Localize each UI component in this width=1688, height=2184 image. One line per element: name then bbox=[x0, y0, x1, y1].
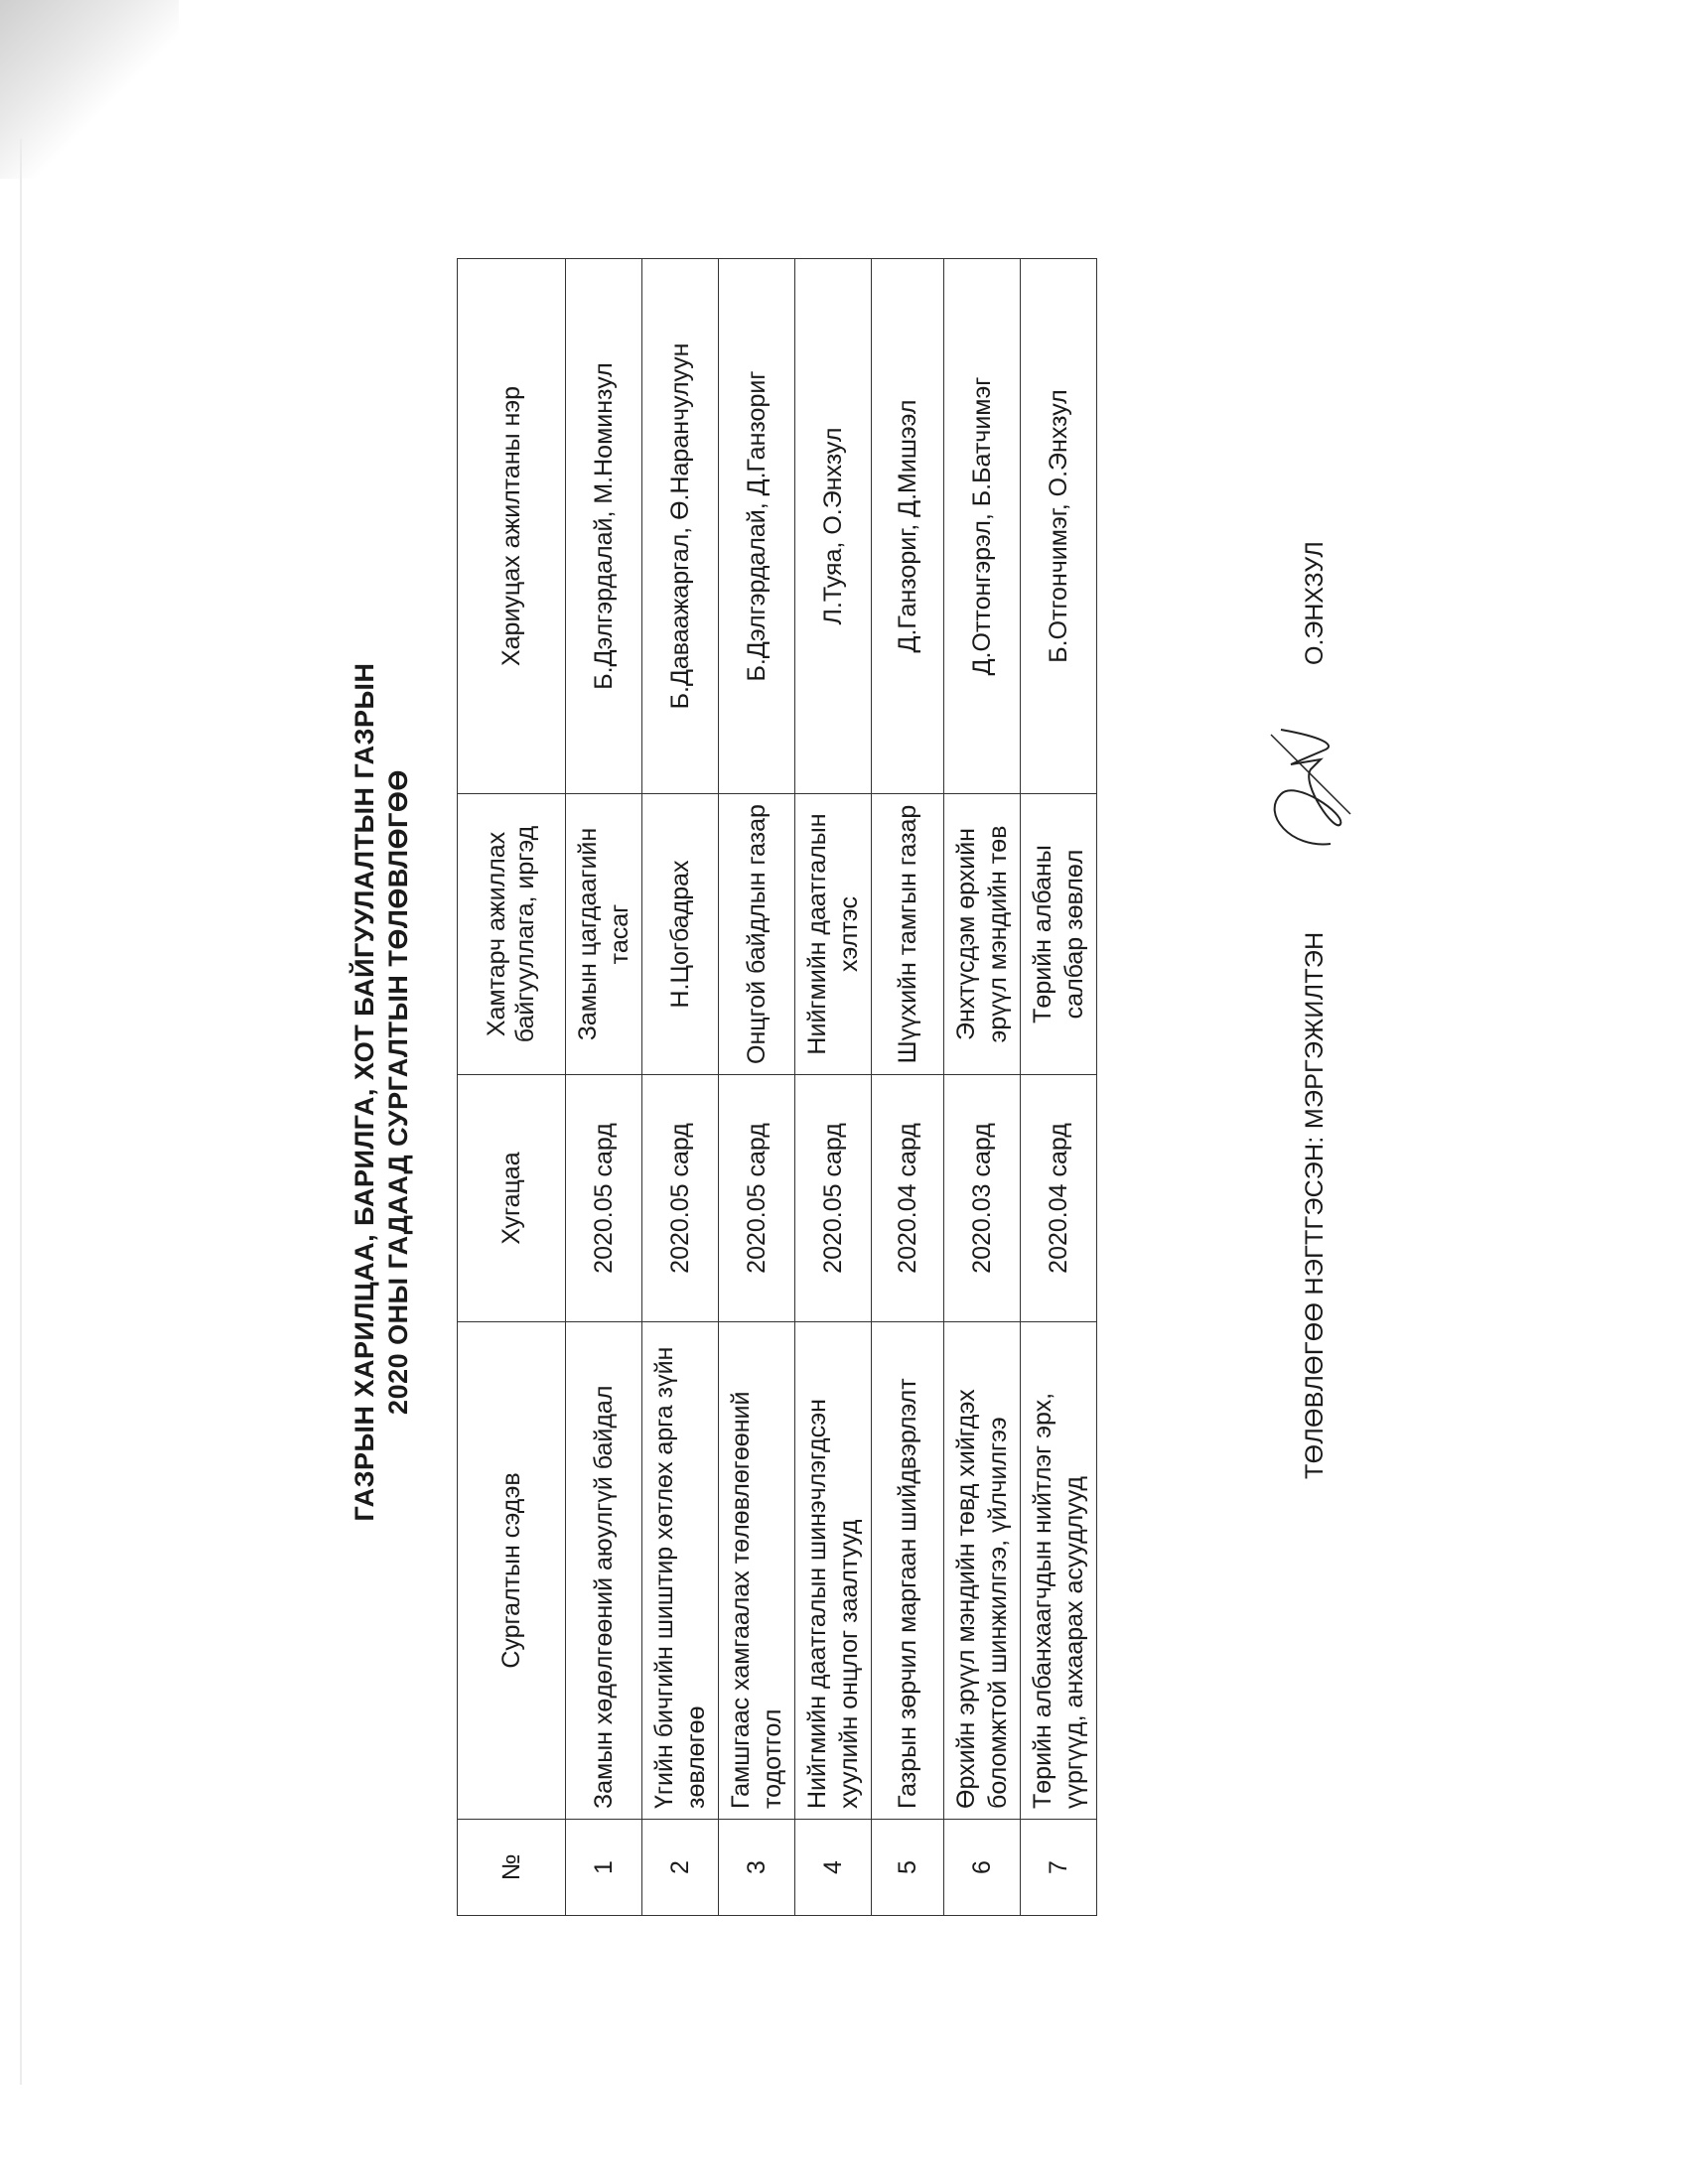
document-title bbox=[348, 149, 415, 2035]
table-row bbox=[566, 259, 642, 1916]
header-date: Хугацаа bbox=[458, 1075, 566, 1322]
compiled-by-label: ТӨЛӨВЛӨГӨӨ НЭГТГЭСЭН: МЭРГЭЖИЛТЭН bbox=[1301, 931, 1329, 1479]
rotated-document bbox=[199, 149, 1489, 2035]
cell-date: 2020.05 сард bbox=[795, 1075, 872, 1322]
cell-topic: Үгийн бичгийн шиштир хөтлөх арга зүйн зөвлөгөө bbox=[642, 1322, 719, 1820]
cell-org: Төрийн албаны салбар зөвлөл bbox=[1021, 794, 1097, 1075]
header-no: № bbox=[458, 1820, 566, 1916]
cell-no: 1 bbox=[566, 1820, 642, 1916]
table-row bbox=[872, 259, 944, 1916]
cell-no: 7 bbox=[1021, 1820, 1097, 1916]
cell-topic: Газрын зөрчил маргаан шийдвэрлэлт bbox=[872, 1322, 944, 1820]
cell-org: Онцгой байдлын газар bbox=[719, 794, 795, 1075]
title-line-2: 2020 ОНЫ ГАДААД СУРГАЛТЫН ТӨЛӨВЛӨГӨӨ bbox=[383, 769, 413, 1415]
cell-org: Н.Цогбадрах bbox=[642, 794, 719, 1075]
cell-date: 2020.04 сард bbox=[1021, 1075, 1097, 1322]
cell-no: 6 bbox=[944, 1820, 1021, 1916]
cell-no: 5 bbox=[872, 1820, 944, 1916]
cell-no: 2 bbox=[642, 1820, 719, 1916]
cell-responsible: Б.Дэлгэрдалай, М.Номинзул bbox=[566, 259, 642, 794]
cell-date: 2020.05 сард bbox=[719, 1075, 795, 1322]
cell-topic: Төрийн албанхаагчдын нийтлэг эрх, үүргүүд, анхаарах асуудлууд bbox=[1021, 1322, 1097, 1820]
table-row bbox=[1021, 259, 1097, 1916]
table-row bbox=[719, 259, 795, 1916]
cell-date: 2020.04 сард bbox=[872, 1075, 944, 1322]
header-responsible: Хариуцах ажилтаны нэр bbox=[458, 259, 566, 794]
title-line-1: ГАЗРЫН ХАРИЛЦАА, БАРИЛГА, ХОТ БАЙГУУЛАЛТЫН ГАЗРЫН bbox=[350, 662, 379, 1522]
table-row bbox=[944, 259, 1021, 1916]
cell-no: 4 bbox=[795, 1820, 872, 1916]
training-plan-table bbox=[457, 258, 1097, 1916]
table-row bbox=[642, 259, 719, 1916]
table-row bbox=[795, 259, 872, 1916]
cell-topic: Нийгмийн даатгалын шинэчлэгдсэн хуулийн онцлог заалтууд bbox=[795, 1322, 872, 1820]
cell-topic: Замын хөдөлгөөний аюулгүй байдал bbox=[566, 1322, 642, 1820]
cell-date: 2020.05 сард bbox=[566, 1075, 642, 1322]
cell-date: 2020.03 сард bbox=[944, 1075, 1021, 1322]
cell-responsible: Л.Туяа, О.Энхзул bbox=[795, 259, 872, 794]
cell-responsible: Б.Дэлгэрдалай, Д.Ганзориг bbox=[719, 259, 795, 794]
cell-topic: Өрхийн эрүүл мэндийн төвд хийгдэх боломжтой шинжилгээ, үйлчилгээ bbox=[944, 1322, 1021, 1820]
scan-corner-shadow bbox=[0, 0, 179, 179]
handwritten-signature bbox=[1251, 725, 1370, 854]
cell-org: Энхтүсдэм өрхийн эрүүл мэндийн төв bbox=[944, 794, 1021, 1075]
cell-org: Замын цагдаагийн тасаг bbox=[566, 794, 642, 1075]
cell-topic: Гамшгаас хамгаалах төлөвлөгөөний тодотгол bbox=[719, 1322, 795, 1820]
scan-edge bbox=[20, 139, 22, 2085]
compiler-name: О.ЭНХЗУЛ bbox=[1301, 541, 1329, 665]
cell-org: Нийгмийн даатгалын хэлтэс bbox=[795, 794, 872, 1075]
cell-responsible: Д.Ганзориг, Д.Мишээл bbox=[872, 259, 944, 794]
cell-responsible: Д.Оттонгэрэл, Б.Батчимэг bbox=[944, 259, 1021, 794]
header-topic: Сургалтын сэдэв bbox=[458, 1322, 566, 1820]
cell-org: Шүүхийн тамгын газар bbox=[872, 794, 944, 1075]
header-org: Хамтарч ажиллах байгууллага, иргэд bbox=[458, 794, 566, 1075]
table-header-row bbox=[458, 259, 566, 1916]
cell-date: 2020.05 сард bbox=[642, 1075, 719, 1322]
cell-responsible: Б.Даваажаргал, Ө.Наранчулуун bbox=[642, 259, 719, 794]
cell-no: 3 bbox=[719, 1820, 795, 1916]
cell-responsible: Б.Отгончимэг, О.Энхзул bbox=[1021, 259, 1097, 794]
